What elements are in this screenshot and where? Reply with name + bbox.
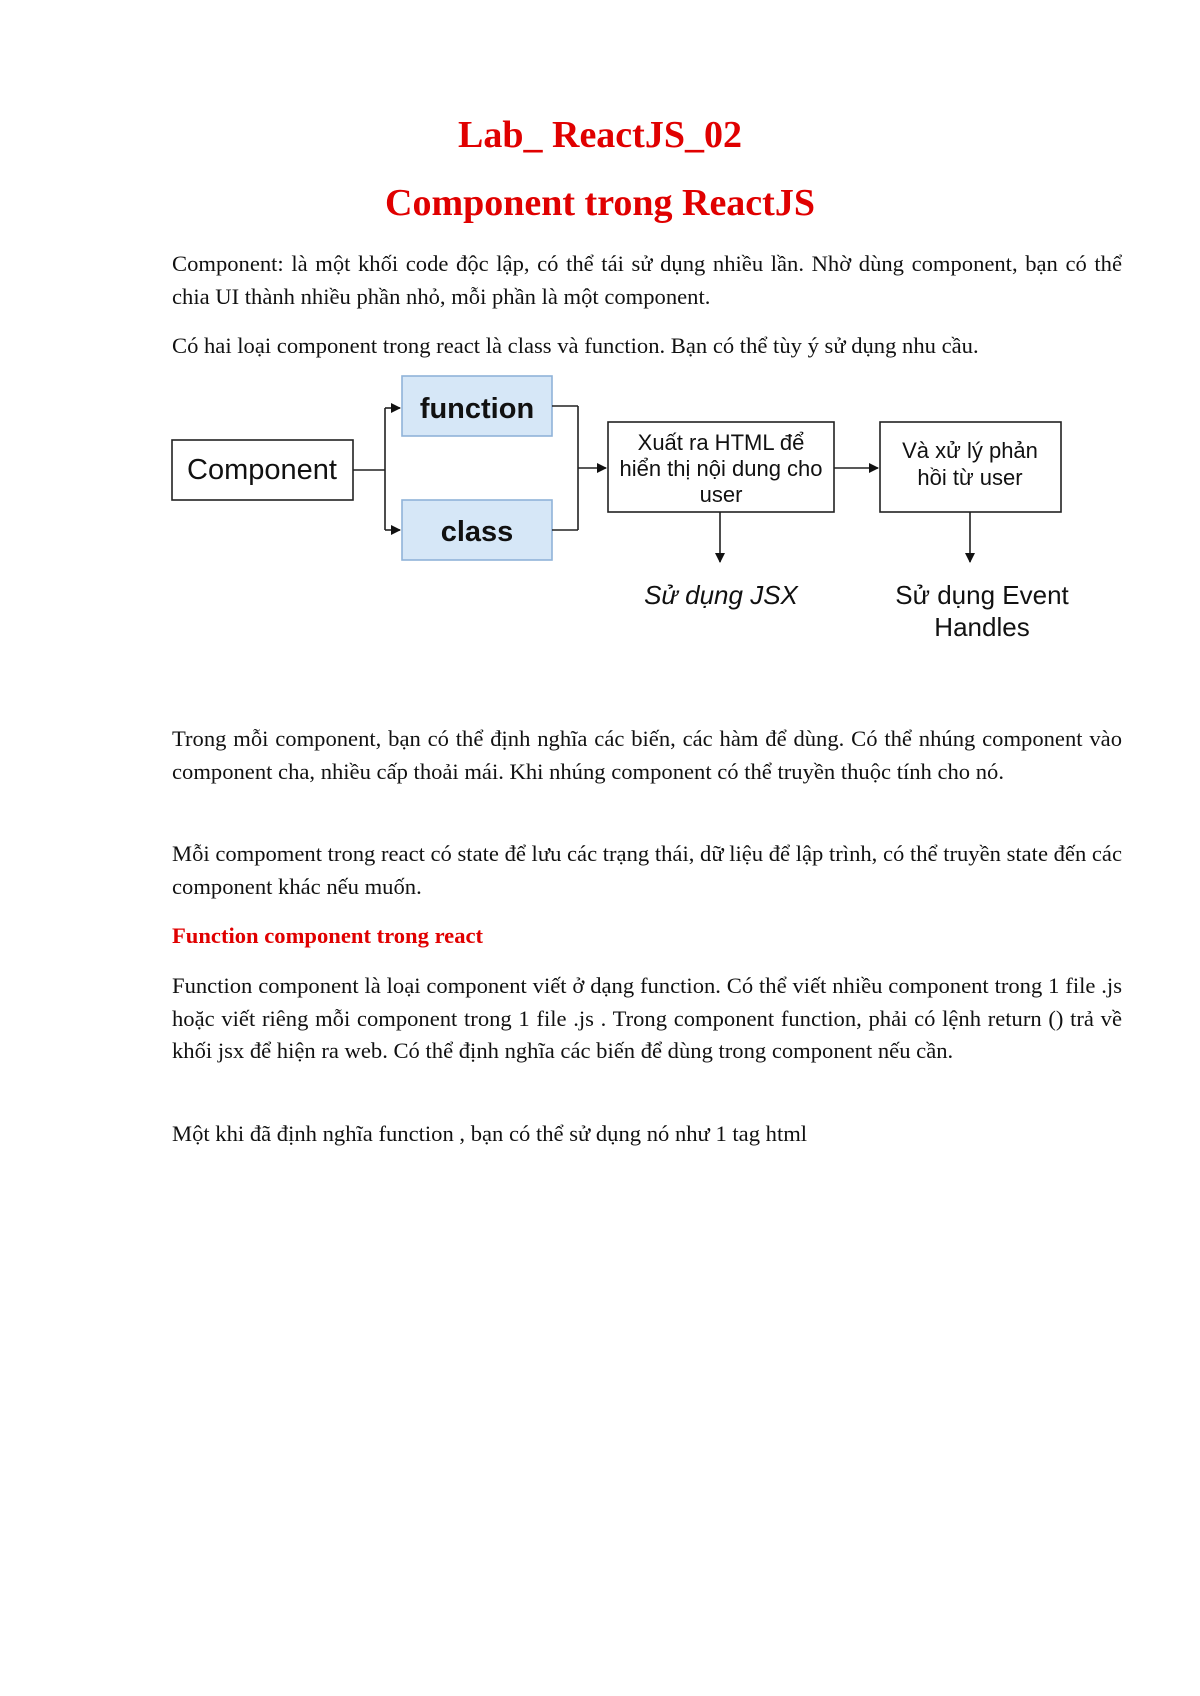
component-diagram [170, 372, 1110, 662]
page-subtitle: Component trong ReactJS [385, 182, 815, 224]
output-html-label-line3: user [699, 482, 743, 507]
page-title: Lab_ ReactJS_02 [458, 114, 742, 156]
paragraph-component-types: Có hai loại component trong react là class và function. Bạn có thể tùy ý sử dụng nhu cầu. [172, 333, 979, 358]
section-heading-function-component: Function component trong react [172, 923, 484, 948]
paragraph-function-usage: Một khi đã định nghĩa function , bạn có thể sử dụng nó như 1 tag html [172, 1121, 808, 1146]
paragraph-function-component: Function component là loại component viết ở dạng function. Có thể viết nhiều component trong 1 file .js hoặc viết riêng mỗi component trong 1 file .js . Trong component function, phải có lệnh return () trả về khối jsx để hiện ra web. Có thể định nghĩa các biến để dùng trong component nếu cần. [172, 973, 1122, 1063]
component-box-label: Component [187, 454, 337, 486]
output-html-label-line2: hiển thị nội dung cho [619, 456, 823, 481]
handle-response-label-line1: Và xử lý phản [902, 438, 1038, 463]
paragraph-component-definition: Component: là một khối code độc lập, có thể tái sử dụng nhiều lần. Nhờ dùng component, bạn có thể chia UI thành nhiều phần nhỏ, mỗi phần là một component. [172, 251, 1122, 309]
handle-response-label-line2: hồi từ user [917, 465, 1023, 490]
output-html-label-line1: Xuất ra HTML để [637, 430, 805, 455]
jsx-label: Sử dụng JSX [644, 580, 798, 610]
event-handles-label-line2: Handles [934, 612, 1030, 642]
function-box-label: function [419, 393, 535, 425]
event-handles-label-line1: Sử dụng Event [895, 580, 1069, 610]
paragraph-component-variables: Trong mỗi component, bạn có thể định nghĩa các biến, các hàm để dùng. Có thể nhúng component vào component cha, nhiều cấp thoải mái. Khi nhúng component có thể truyền thuộc tính cho nó. [172, 726, 1122, 784]
paragraph-component-state: Mỗi compoment trong react có state để lưu các trạng thái, dữ liệu để lập trình, có thể truyền state đến các component khác nếu muốn. [172, 841, 1122, 899]
class-box-label: class [440, 516, 514, 548]
